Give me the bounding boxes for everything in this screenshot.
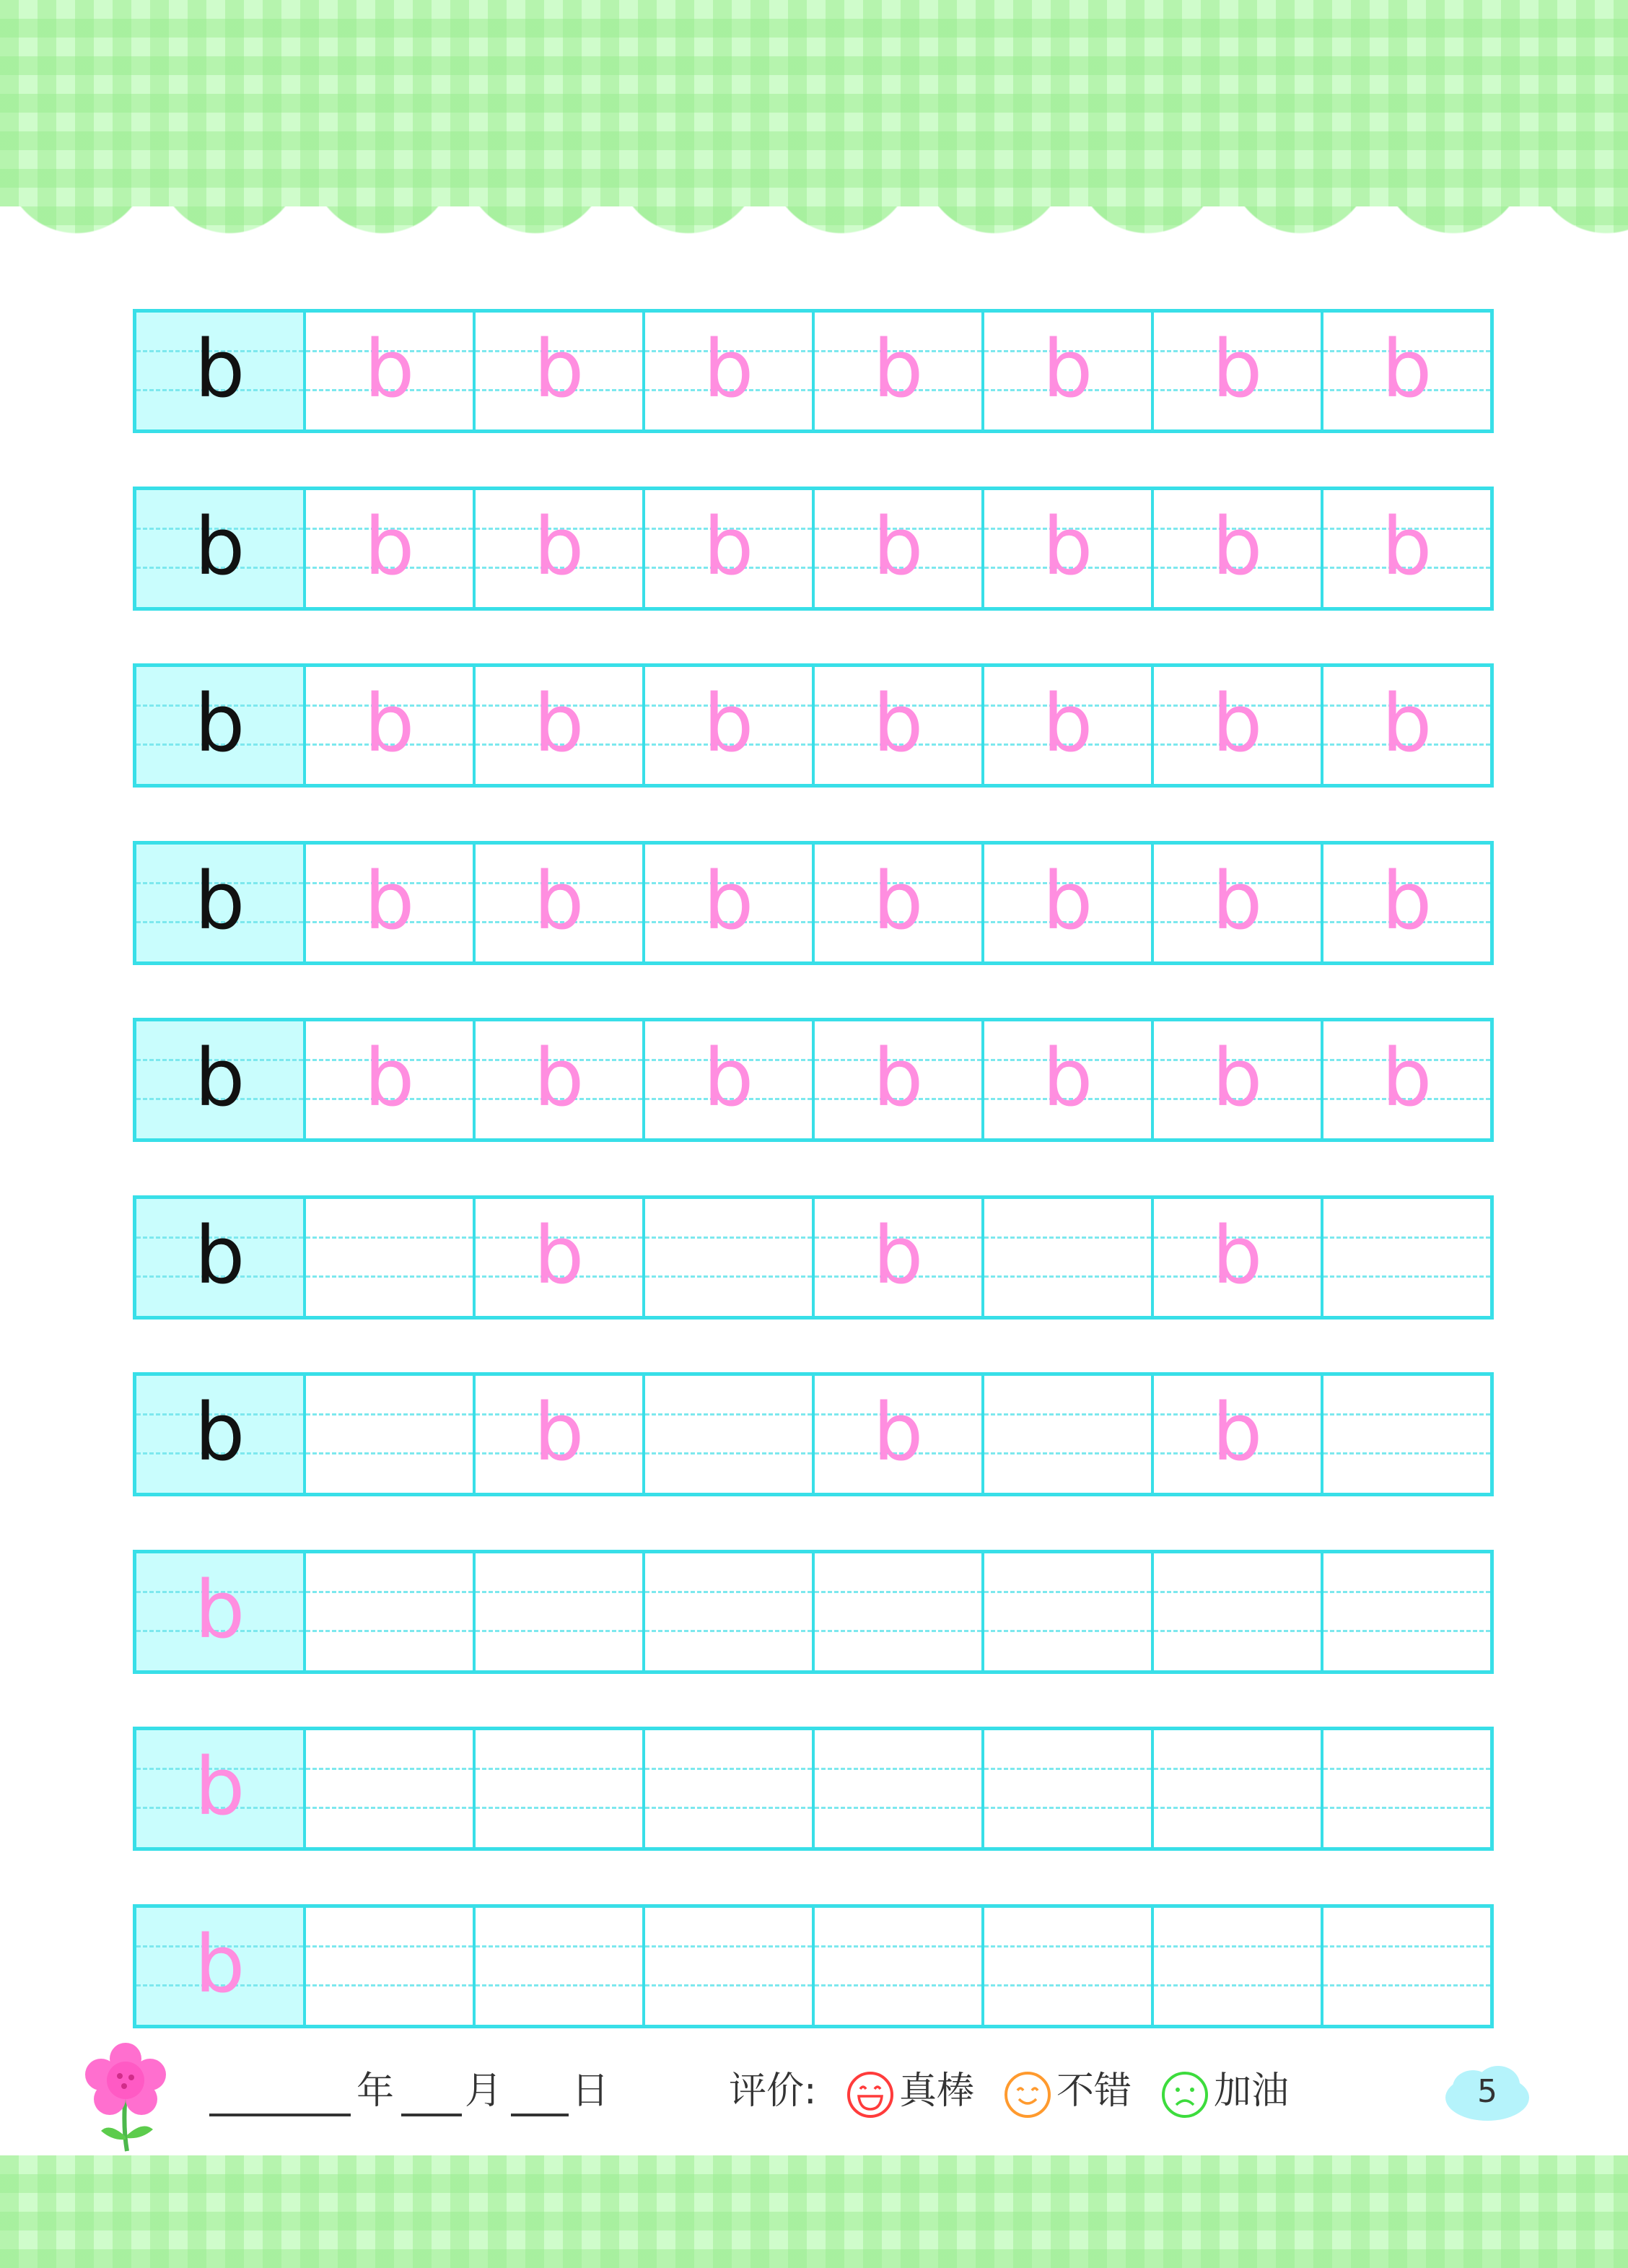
year-label: 年	[356, 2069, 395, 2113]
writing-cell[interactable]	[1321, 667, 1490, 784]
trace-letter: b	[872, 1209, 924, 1301]
trace-letter: b	[364, 500, 415, 593]
trace-letter: b	[872, 1386, 924, 1478]
grid-row	[133, 1372, 1494, 1496]
trace-letter: b	[1212, 1386, 1263, 1478]
writing-cell[interactable]	[303, 1021, 473, 1138]
trace-letter: b	[1212, 677, 1263, 769]
grid-row	[133, 1727, 1494, 1851]
model-letter: b	[194, 500, 245, 593]
writing-cell[interactable]	[1321, 845, 1490, 961]
writing-cell[interactable]	[642, 845, 812, 961]
year-blank[interactable]	[209, 2114, 351, 2116]
writing-cell[interactable]	[642, 1553, 812, 1670]
writing-cell[interactable]	[303, 1199, 473, 1316]
flower-icon	[81, 2043, 167, 2158]
good-label: 不错	[1056, 2069, 1132, 2113]
trace-letter: b	[1381, 1031, 1432, 1124]
writing-cell[interactable]	[303, 667, 473, 784]
grid-row	[133, 841, 1494, 965]
writing-cell[interactable]	[303, 490, 473, 607]
writing-cell[interactable]	[1151, 1376, 1321, 1493]
trace-letter: b	[872, 855, 924, 947]
model-cell	[136, 1908, 303, 2025]
trace-letter: b	[872, 677, 924, 769]
model-letter: b	[194, 1209, 245, 1301]
model-letter: b	[194, 323, 245, 415]
writing-cell[interactable]	[1321, 1730, 1490, 1847]
day-blank[interactable]	[511, 2114, 569, 2116]
grid-row	[133, 663, 1494, 788]
trace-letter: b	[1042, 1031, 1093, 1124]
writing-cell[interactable]	[981, 845, 1151, 961]
writing-cell[interactable]	[642, 1376, 812, 1493]
great-face-icon[interactable]	[846, 2070, 895, 2119]
trace-letter: b	[1381, 677, 1432, 769]
trace-letter: b	[1212, 500, 1263, 593]
bottom-gingham-border	[0, 2155, 1628, 2268]
writing-cell[interactable]	[473, 1908, 642, 2025]
writing-cell[interactable]	[981, 1908, 1151, 2025]
writing-cell[interactable]	[642, 1908, 812, 2025]
page-number: 5	[1477, 2073, 1497, 2110]
writing-cell[interactable]	[642, 1730, 812, 1847]
writing-cell[interactable]	[981, 1021, 1151, 1138]
trace-letter: b	[533, 855, 585, 947]
trace-letter: b	[872, 1031, 924, 1124]
great-label: 真棒	[899, 2069, 975, 2113]
trace-letter: b	[1212, 855, 1263, 947]
writing-cell[interactable]	[1151, 313, 1321, 429]
month-blank[interactable]	[401, 2114, 462, 2116]
writing-cell[interactable]	[1151, 667, 1321, 784]
writing-cell[interactable]	[1321, 1021, 1490, 1138]
model-letter: b	[194, 1918, 245, 2010]
writing-cell[interactable]	[1321, 490, 1490, 607]
grid-row	[133, 1195, 1494, 1320]
writing-cell[interactable]	[1151, 490, 1321, 607]
trace-letter: b	[1042, 323, 1093, 415]
writing-cell[interactable]	[1321, 1376, 1490, 1493]
model-cell	[136, 1376, 303, 1493]
model-cell	[136, 1553, 303, 1670]
trace-letter: b	[533, 1209, 585, 1301]
writing-cell[interactable]	[473, 1021, 642, 1138]
trace-letter: b	[364, 677, 415, 769]
trace-letter: b	[1212, 1209, 1263, 1301]
trace-letter: b	[1212, 323, 1263, 415]
model-cell	[136, 313, 303, 429]
grid-row	[133, 1550, 1494, 1674]
trace-letter: b	[533, 677, 585, 769]
keep-trying-label: 加油	[1214, 2069, 1290, 2113]
grid-row	[133, 1018, 1494, 1142]
writing-cell[interactable]	[812, 490, 981, 607]
writing-cell[interactable]	[981, 313, 1151, 429]
grid-row	[133, 1904, 1494, 2028]
writing-cell[interactable]	[1321, 1553, 1490, 1670]
writing-cell[interactable]	[303, 1730, 473, 1847]
model-cell	[136, 845, 303, 961]
trace-letter: b	[872, 500, 924, 593]
trace-letter: b	[533, 500, 585, 593]
model-letter: b	[194, 677, 245, 769]
writing-cell[interactable]	[812, 1553, 981, 1670]
writing-cell[interactable]	[1151, 1730, 1321, 1847]
writing-cell[interactable]	[1151, 1553, 1321, 1670]
top-gingham-border	[0, 0, 1628, 238]
writing-cell[interactable]	[1151, 1199, 1321, 1316]
trace-letter: b	[1212, 1031, 1263, 1124]
model-cell	[136, 667, 303, 784]
writing-cell[interactable]	[473, 1199, 642, 1316]
writing-cell[interactable]	[473, 1553, 642, 1670]
writing-cell[interactable]	[473, 313, 642, 429]
trace-letter: b	[1042, 855, 1093, 947]
top-scallop-edge	[0, 206, 1628, 257]
grid-row	[133, 309, 1494, 433]
writing-cell[interactable]	[473, 490, 642, 607]
writing-cell[interactable]	[812, 313, 981, 429]
trace-letter: b	[1042, 500, 1093, 593]
month-label: 月	[465, 2069, 503, 2113]
writing-cell[interactable]	[473, 1376, 642, 1493]
evaluation-label: 评价:	[729, 2069, 817, 2113]
writing-cell[interactable]	[642, 1021, 812, 1138]
writing-cell[interactable]	[812, 1199, 981, 1316]
writing-cell[interactable]	[642, 667, 812, 784]
trace-letter: b	[364, 1031, 415, 1124]
writing-cell[interactable]	[812, 1730, 981, 1847]
trace-letter: b	[703, 855, 754, 947]
trace-letter: b	[533, 1386, 585, 1478]
writing-cell[interactable]	[303, 313, 473, 429]
writing-cell[interactable]	[812, 667, 981, 784]
model-cell	[136, 1730, 303, 1847]
writing-cell[interactable]	[642, 313, 812, 429]
keep-trying-face-icon[interactable]	[1160, 2070, 1209, 2119]
trace-letter: b	[1381, 855, 1432, 947]
good-face-icon[interactable]	[1003, 2070, 1052, 2119]
day-label: 日	[572, 2069, 610, 2113]
model-cell	[136, 1021, 303, 1138]
model-letter: b	[194, 1386, 245, 1478]
writing-cell[interactable]	[473, 667, 642, 784]
trace-letter: b	[872, 323, 924, 415]
writing-cell[interactable]	[642, 490, 812, 607]
writing-cell[interactable]	[303, 1376, 473, 1493]
trace-letter: b	[703, 323, 754, 415]
trace-letter: b	[1381, 500, 1432, 593]
writing-cell[interactable]	[981, 1730, 1151, 1847]
writing-cell[interactable]	[981, 1553, 1151, 1670]
writing-cell[interactable]	[1321, 1199, 1490, 1316]
model-letter: b	[194, 1031, 245, 1124]
model-cell	[136, 490, 303, 607]
writing-cell[interactable]	[1151, 845, 1321, 961]
writing-cell[interactable]	[981, 667, 1151, 784]
writing-cell[interactable]	[1321, 313, 1490, 429]
writing-cell[interactable]	[303, 845, 473, 961]
model-letter: b	[194, 855, 245, 947]
grid-row	[133, 487, 1494, 611]
trace-letter: b	[364, 855, 415, 947]
writing-cell[interactable]	[303, 1553, 473, 1670]
trace-letter: b	[1381, 323, 1432, 415]
trace-letter: b	[703, 500, 754, 593]
writing-cell[interactable]	[1151, 1908, 1321, 2025]
trace-letter: b	[533, 323, 585, 415]
writing-cell[interactable]	[303, 1908, 473, 2025]
trace-letter: b	[703, 1031, 754, 1124]
trace-letter: b	[703, 677, 754, 769]
writing-cell[interactable]	[981, 490, 1151, 607]
model-letter: b	[194, 1740, 245, 1833]
trace-letter: b	[1042, 677, 1093, 769]
writing-cell[interactable]	[812, 1376, 981, 1493]
trace-letter: b	[533, 1031, 585, 1124]
model-cell	[136, 1199, 303, 1316]
writing-cell[interactable]	[981, 1376, 1151, 1493]
writing-cell[interactable]	[473, 845, 642, 961]
writing-cell[interactable]	[812, 1908, 981, 2025]
writing-cell[interactable]	[1321, 1908, 1490, 2025]
writing-cell[interactable]	[812, 845, 981, 961]
writing-cell[interactable]	[642, 1199, 812, 1316]
model-letter: b	[194, 1563, 245, 1656]
writing-cell[interactable]	[473, 1730, 642, 1847]
trace-letter: b	[364, 323, 415, 415]
writing-cell[interactable]	[812, 1021, 981, 1138]
writing-cell[interactable]	[1151, 1021, 1321, 1138]
writing-cell[interactable]	[981, 1199, 1151, 1316]
